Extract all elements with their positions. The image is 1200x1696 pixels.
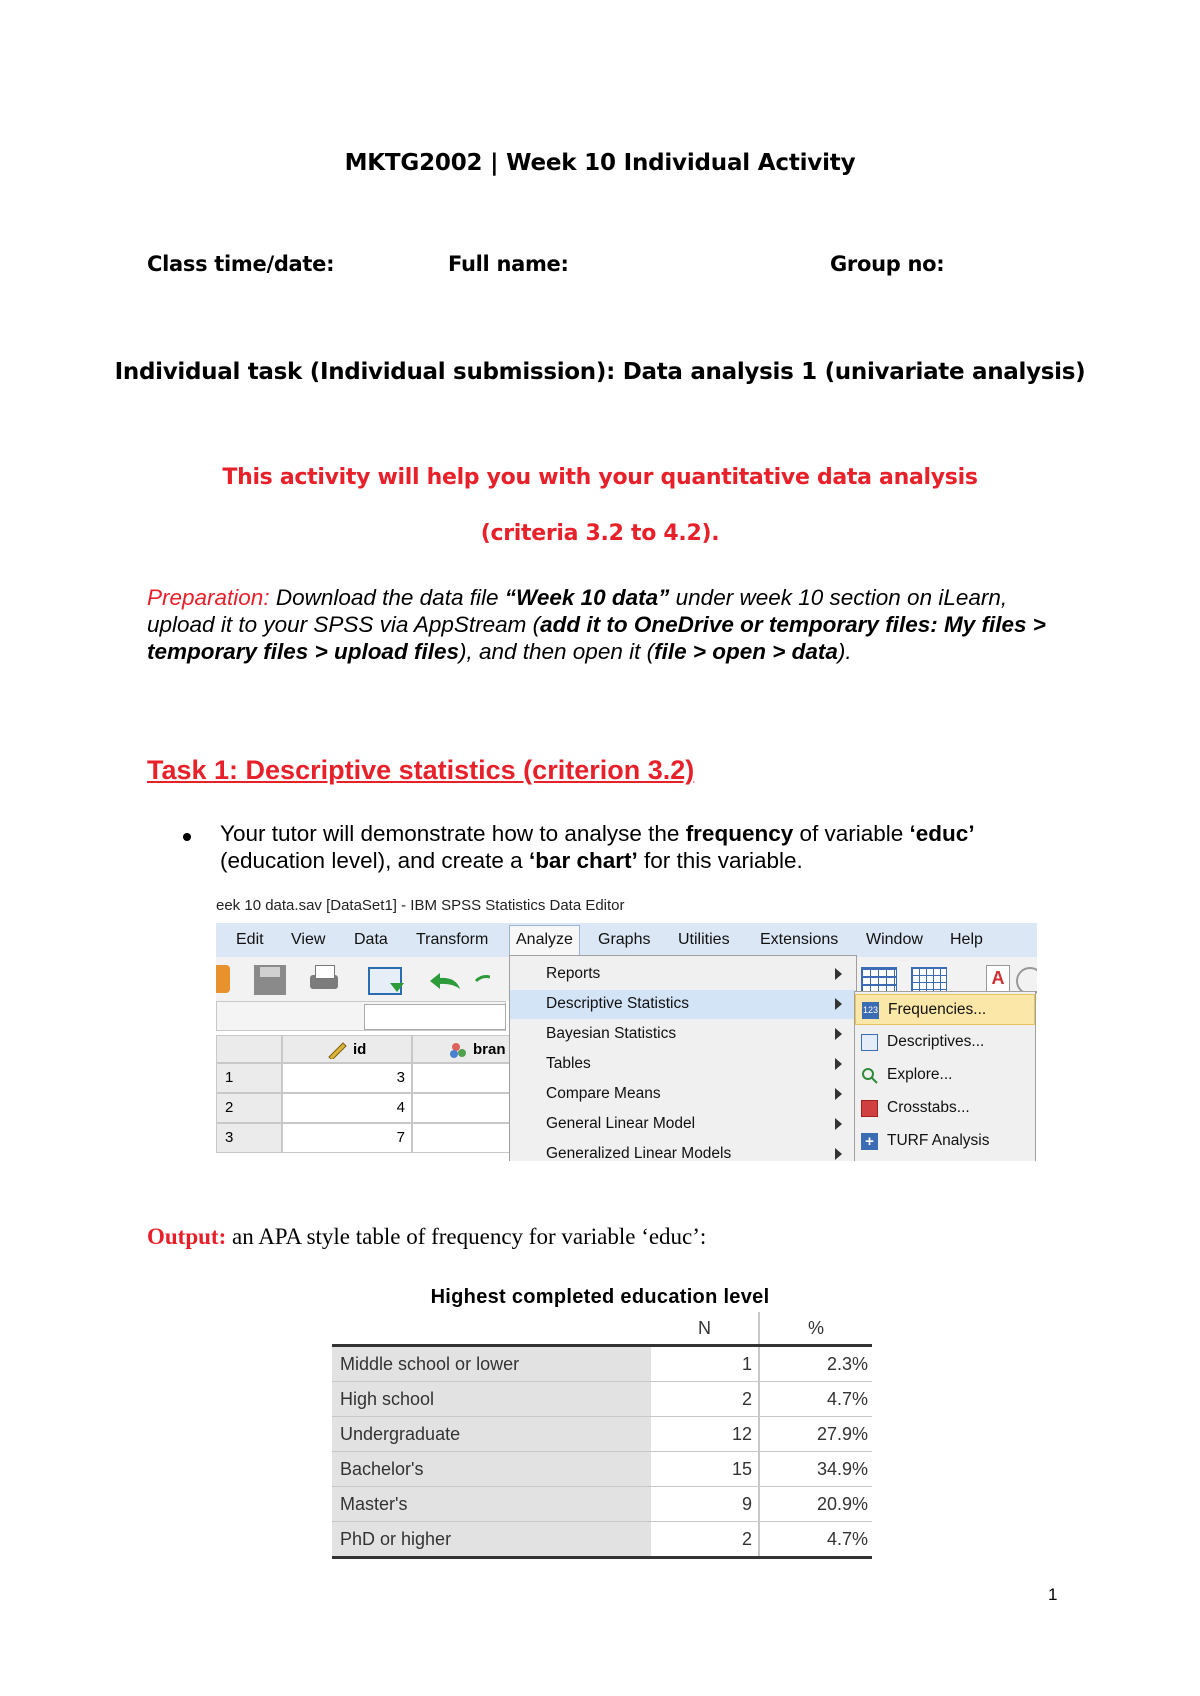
submenu-arrow-icon [835, 1088, 842, 1100]
column-label: bran [473, 1041, 506, 1058]
bullet-bold: ‘educ’ [909, 821, 975, 846]
n-cell: 9 [651, 1487, 759, 1522]
n-cell: 15 [651, 1452, 759, 1487]
percent-cell: 2.3% [759, 1346, 872, 1382]
task1-title: Task 1: Descriptive statistics (criterion 3.2) [147, 755, 695, 785]
red-note-line1: This activity will help you with your quantitative data analysis [222, 465, 978, 490]
n-cell: 2 [651, 1382, 759, 1417]
frequencies-icon: 123 [862, 1002, 879, 1019]
class-time-label: Class time/date: [147, 252, 335, 276]
n-cell: 12 [651, 1417, 759, 1452]
preparation-text: Download the data file [269, 585, 505, 610]
menu-item-label: Bayesian Statistics [546, 1025, 677, 1042]
table-row [332, 1346, 872, 1382]
bullet-text: (education level), and create a [220, 848, 529, 873]
menu-item-reports[interactable] [510, 960, 856, 989]
row-header[interactable] [216, 1063, 282, 1093]
table-title: Highest completed education level [430, 1286, 770, 1308]
print-icon[interactable] [306, 965, 342, 995]
menu-graphs[interactable]: Graphs [598, 931, 651, 948]
menu-window[interactable]: Window [866, 931, 923, 948]
preparation-text: ). [837, 639, 852, 664]
table-row [332, 1522, 872, 1558]
submenu-label: TURF Analysis [887, 1132, 990, 1149]
category-cell: Bachelor's [332, 1452, 651, 1487]
menu-item-label: Reports [546, 965, 601, 982]
row-number: 3 [225, 1129, 234, 1146]
row-number: 1 [225, 1069, 234, 1086]
column-label: id [353, 1041, 367, 1058]
table-row [332, 1382, 872, 1417]
table-row [332, 1417, 872, 1452]
data-cell[interactable] [282, 1123, 412, 1153]
header-category [332, 1312, 651, 1346]
submenu-descriptives[interactable] [855, 1027, 1035, 1058]
nominal-icon [449, 1041, 469, 1059]
submenu-arrow-icon [835, 968, 842, 980]
group-no-label: Group no: [830, 252, 945, 276]
row-header[interactable] [216, 1093, 282, 1123]
menu-edit[interactable]: Edit [236, 931, 264, 948]
percent-cell: 20.9% [759, 1487, 872, 1522]
document-title: MKTG2002 | Week 10 Individual Activity [344, 150, 856, 176]
data-cell[interactable] [412, 1123, 512, 1153]
menu-item-general-linear-model[interactable] [510, 1110, 856, 1139]
submenu-arrow-icon [835, 1118, 842, 1130]
column-header-id[interactable] [282, 1035, 412, 1063]
header-percent: % [759, 1312, 872, 1346]
ruler-icon [327, 1041, 347, 1059]
menu-item-label: Tables [546, 1055, 591, 1072]
descriptives-icon [861, 1034, 878, 1051]
percent-cell: 27.9% [759, 1417, 872, 1452]
column-header-brand[interactable] [412, 1035, 512, 1063]
submenu-arrow-icon [835, 1028, 842, 1040]
percent-cell: 34.9% [759, 1452, 872, 1487]
output-paragraph [147, 1224, 706, 1250]
submenu-frequencies[interactable] [855, 994, 1035, 1025]
save-icon[interactable] [254, 965, 286, 995]
header-n: N [651, 1312, 759, 1346]
menu-item-tables[interactable] [510, 1050, 856, 1079]
n-cell: 1 [651, 1346, 759, 1382]
category-cell: PhD or higher [332, 1522, 651, 1558]
menu-item-label: Compare Means [546, 1085, 661, 1102]
preparation-label: Preparation: [147, 585, 270, 610]
spss-screenshot [216, 897, 1037, 1161]
cell-value: 7 [396, 1129, 405, 1146]
output-text: an APA style table of frequency for variable ‘educ’: [226, 1224, 707, 1249]
data-cell[interactable] [412, 1063, 512, 1093]
bullet-icon [183, 833, 191, 841]
submenu-label: Crosstabs... [887, 1099, 970, 1116]
menu-help[interactable]: Help [950, 931, 983, 948]
bullet-text: of variable [793, 821, 910, 846]
preparation-text: under week 10 section on iLearn, upload it to your SPSS via AppStream ( [147, 585, 1008, 637]
category-cell: High school [332, 1382, 651, 1417]
cell-value: 4 [396, 1099, 405, 1116]
preparation-file-name: “Week 10 data” [504, 585, 670, 610]
data-cell[interactable] [282, 1063, 412, 1093]
spss-data-grid [216, 1001, 506, 1161]
plus-icon: + [861, 1133, 878, 1150]
row-number: 2 [225, 1099, 234, 1116]
undo-icon[interactable] [426, 969, 464, 993]
crosstabs-icon [861, 1100, 878, 1117]
menu-item-compare-means[interactable] [510, 1080, 856, 1109]
table-row [332, 1487, 872, 1522]
bullet-text: Your tutor will demonstrate how to analyse the [220, 821, 686, 846]
row-header[interactable] [216, 1123, 282, 1153]
menu-view[interactable]: View [291, 931, 326, 948]
full-name-label: Full name: [448, 252, 569, 276]
output-label: Output: [147, 1224, 227, 1249]
frequency-table [332, 1312, 872, 1559]
preparation-open-path: file > open > data [654, 639, 838, 664]
submenu-explore[interactable] [855, 1060, 1035, 1091]
bullet-bold: frequency [685, 821, 794, 846]
bullet-bold: ‘bar chart’ [528, 848, 638, 873]
spss-window-title: eek 10 data.sav [DataSet1] - IBM SPSS Statistics Data Editor [216, 897, 625, 914]
menu-utilities[interactable]: Utilities [678, 931, 730, 948]
menu-item-generalized-linear-models[interactable] [510, 1140, 856, 1161]
descriptive-statistics-submenu [854, 991, 1036, 1161]
submenu-turf-analysis[interactable] [855, 1126, 1035, 1157]
category-cell: Middle school or lower [332, 1346, 651, 1382]
menu-item-label: General Linear Model [546, 1115, 696, 1132]
preparation-paragraph [147, 584, 1052, 665]
analyze-dropdown [509, 955, 857, 1161]
category-cell: Undergraduate [332, 1417, 651, 1452]
data-cell[interactable] [412, 1093, 512, 1123]
preparation-text: ), and then open it ( [458, 639, 655, 664]
open-icon[interactable] [216, 965, 230, 993]
preparation-upload-path: add it to OneDrive or temporary files: My files > temporary files > upload files [147, 612, 1046, 664]
menu-data[interactable]: Data [354, 931, 388, 948]
submenu-label: Frequencies... [888, 1001, 987, 1018]
task-heading: Individual task (Individual submission): Data analysis 1 (univariate analysis) [114, 359, 1086, 385]
data-cell[interactable] [282, 1093, 412, 1123]
bullet-text: for this variable. [637, 848, 803, 873]
category-cell: Master's [332, 1487, 651, 1522]
n-cell: 2 [651, 1522, 759, 1558]
redo-icon[interactable] [474, 969, 490, 993]
value-labels-icon[interactable]: A [986, 965, 1010, 993]
percent-cell: 4.7% [759, 1382, 872, 1417]
red-note-line2: (criteria 3.2 to 4.2). [480, 521, 720, 546]
dialog-recall-icon[interactable] [368, 965, 404, 995]
submenu-arrow-icon [835, 998, 842, 1010]
explore-icon [861, 1067, 878, 1084]
menu-extensions[interactable]: Extensions [760, 931, 839, 948]
task1-bullet [220, 820, 1060, 874]
submenu-arrow-icon [835, 1148, 842, 1160]
menu-item-descriptive-statistics[interactable] [510, 990, 856, 1019]
cell-value: 3 [396, 1069, 405, 1086]
menu-item-label: Generalized Linear Models [546, 1145, 732, 1161]
cell-editor-bar [216, 1001, 506, 1031]
submenu-label: Descriptives... [887, 1033, 985, 1050]
menu-transform[interactable]: Transform [416, 931, 489, 948]
menu-item-label: Descriptive Statistics [546, 995, 689, 1012]
submenu-label: Explore... [887, 1066, 953, 1083]
submenu-arrow-icon [835, 1058, 842, 1070]
menu-item-bayesian-statistics[interactable] [510, 1020, 856, 1049]
percent-cell: 4.7% [759, 1522, 872, 1558]
menu-analyze[interactable]: Analyze [509, 925, 580, 956]
submenu-crosstabs[interactable] [855, 1093, 1035, 1124]
table-row [332, 1452, 872, 1487]
grid-corner [216, 1035, 282, 1063]
page-number: 1 [1048, 1585, 1058, 1604]
